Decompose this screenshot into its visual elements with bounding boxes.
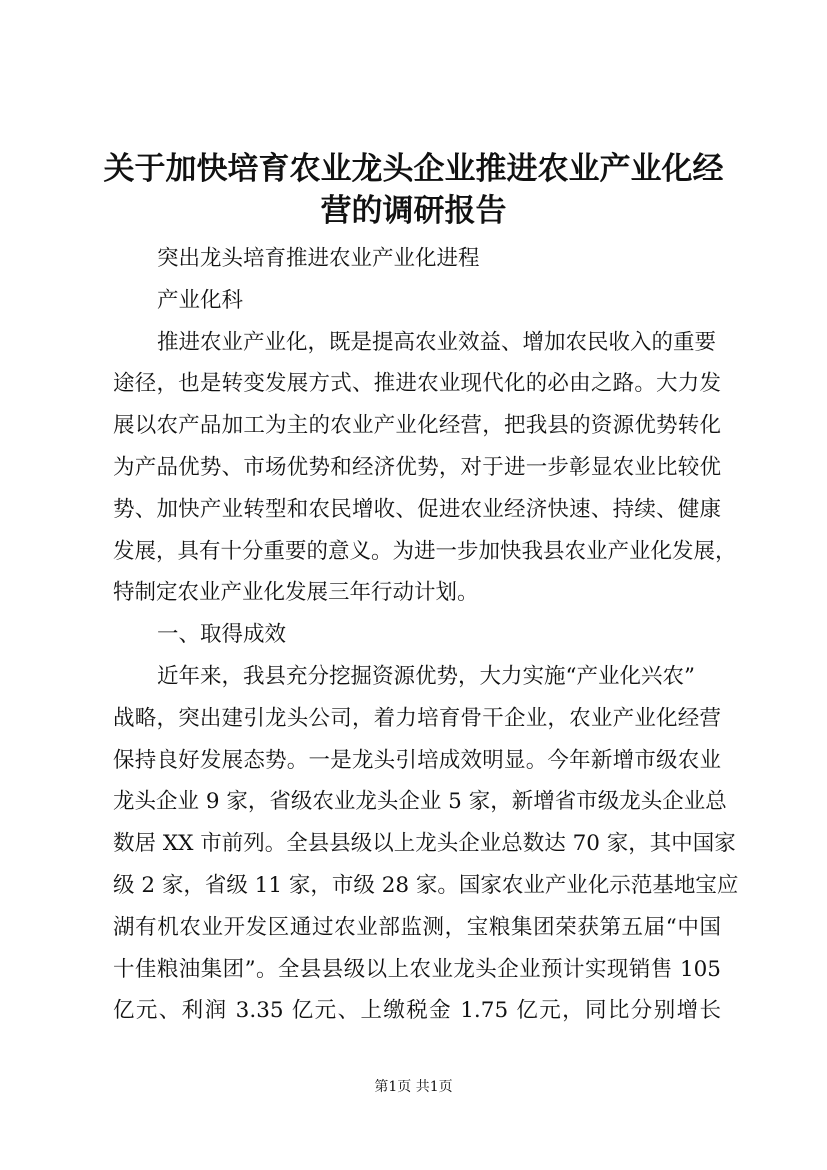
- body-line: 发展，具有十分重要的意义。为进一步加快我县农业产业化发展，: [113, 538, 737, 564]
- body-line: 为产品优势、市场优势和经济优势，对于进一步彰显农业比较优: [113, 454, 721, 480]
- body-line: 展以农产品加工为主的农业产业化经营，把我县的资源优势转化: [113, 413, 721, 439]
- body-line: 战略，突出建引龙头公司，着力培育骨干企业，农业产业化经营: [113, 705, 721, 731]
- body-line: 推进农业产业化，既是提高农业效益、增加农民收入的重要: [157, 329, 717, 355]
- body-line: 数居 XX 市前列。全县县级以上龙头企业总数达 70 家，其中国家: [113, 831, 736, 857]
- title-line-1: 关于加快培育农业龙头企业推进农业产业化经: [103, 151, 724, 187]
- body-line: 近年来，我县充分挖掘资源优势，大力实施“产业化兴农”: [157, 663, 695, 689]
- body-line: 级 2 家，省级 11 家，市级 28 家。国家农业产业化示范基地宝应: [113, 872, 739, 898]
- body-line: 十佳粮油集团”。全县县级以上农业龙头企业预计实现销售 105: [113, 956, 721, 982]
- body-line: 龙头企业 9 家，省级农业龙头企业 5 家，新增省市级龙头企业总: [113, 789, 727, 815]
- body-line: 一、取得成效: [157, 622, 287, 648]
- document-title: [100, 148, 727, 232]
- body-line: 特制定农业产业化发展三年行动计划。: [113, 580, 479, 606]
- body-line: 势、加快产业转型和农民增收、促进农业经济快速、持续、健康: [113, 496, 721, 522]
- body-line: 突出龙头培育推进农业产业化进程: [157, 246, 480, 271]
- document-body: [113, 238, 739, 1032]
- body-line: 途径，也是转变发展方式、推进农业现代化的必由之路。大力发: [113, 371, 721, 397]
- page-footer: 第1页 共1页: [374, 1079, 453, 1095]
- body-line: 产业化科: [157, 287, 244, 313]
- body-line: 保持良好发展态势。一是龙头引培成效明显。今年新增市级农业: [113, 747, 721, 773]
- title-line-2: 营的调研报告: [320, 193, 507, 229]
- body-line: 亿元、利润 3.35 亿元、上缴税金 1.75 亿元，同比分别增长: [113, 998, 721, 1024]
- body-line: 湖有机农业开发区通过农业部监测，宝粮集团荣获第五届“中国: [113, 914, 721, 940]
